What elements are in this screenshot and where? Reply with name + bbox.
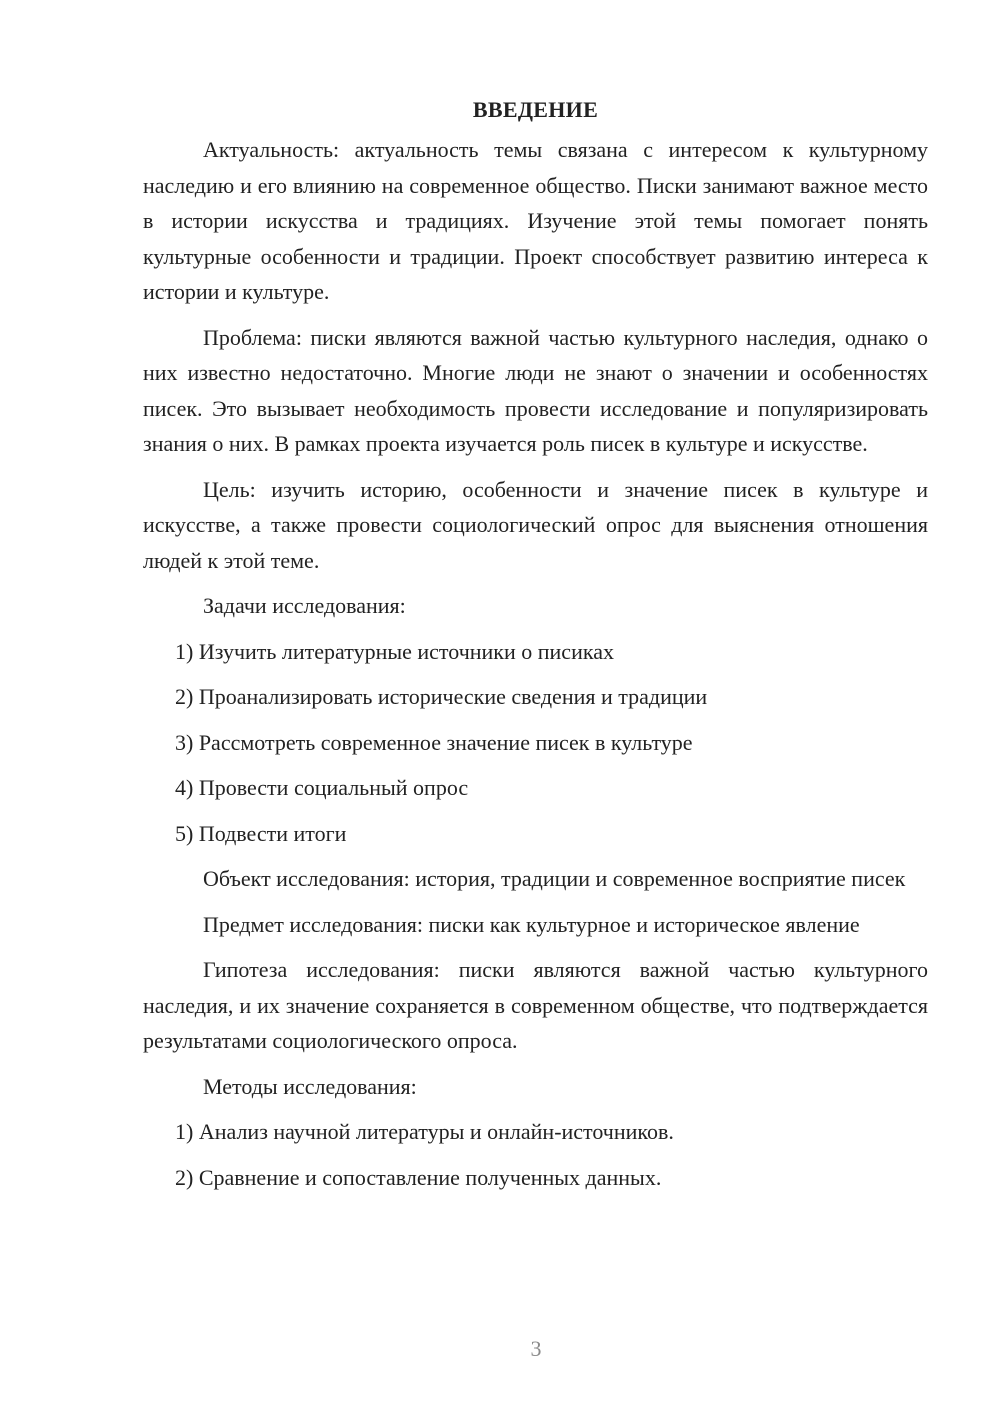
page-number: 3: [530, 1336, 542, 1361]
task-item: 3) Рассмотреть современное значение писек в культуре: [175, 729, 693, 755]
goal-paragraph: Цель: изучить историю, особенности и значение писек в культуре и искусстве, а также провести социологический опрос для выяснения отношения людей к этой теме.: [143, 476, 928, 573]
task-item: 1) Изучить литературные источники о писиках: [175, 638, 614, 664]
page-content: [143, 92, 928, 1205]
tasks-title: Задачи исследования:: [203, 593, 406, 618]
task-item: 5) Подвести итоги: [175, 820, 347, 846]
subject-paragraph: Предмет исследования: писки как культурное и историческое явление: [203, 911, 860, 937]
hypothesis-paragraph: Гипотеза исследования: писки являются важной частью культурного наследия, и их значение сохраняется в современном обществе, что подтверждается результатами социологического опроса.: [143, 957, 928, 1053]
methods-title: Методы исследования:: [203, 1073, 417, 1099]
task-item: 2) Проанализировать исторические сведения и традиции: [175, 684, 708, 709]
task-item: 4) Провести социальный опрос: [175, 775, 469, 800]
section-heading: ВВЕДЕНИЕ: [472, 97, 599, 122]
relevance-paragraph: Актуальность: актуальность темы связана с интересом к культурному наследию и его влиянию на современное общество. Писки занимают важное место в истории искусства и традициях. Изучение этой темы помогает понять культурные особенности и традиции. Проект способствует развитию интереса к истории и культуре.: [143, 137, 928, 304]
object-paragraph: Объект исследования: история, традиции и современное восприятие писек: [203, 866, 906, 891]
problem-paragraph: Проблема: писки являются важной частью культурного наследия, однако о них известно недостаточно. Многие люди не знают о значении и особенностях писек. Это вызывает необходимость провести исследование и популяризировать знания о них. В рамках проекта изучается роль писек в культуре и искусстве.: [143, 324, 928, 456]
method-item: 1) Анализ научной литературы и онлайн-источников.: [175, 1119, 674, 1144]
method-item: 2) Сравнение и сопоставление полученных данных.: [175, 1164, 662, 1190]
